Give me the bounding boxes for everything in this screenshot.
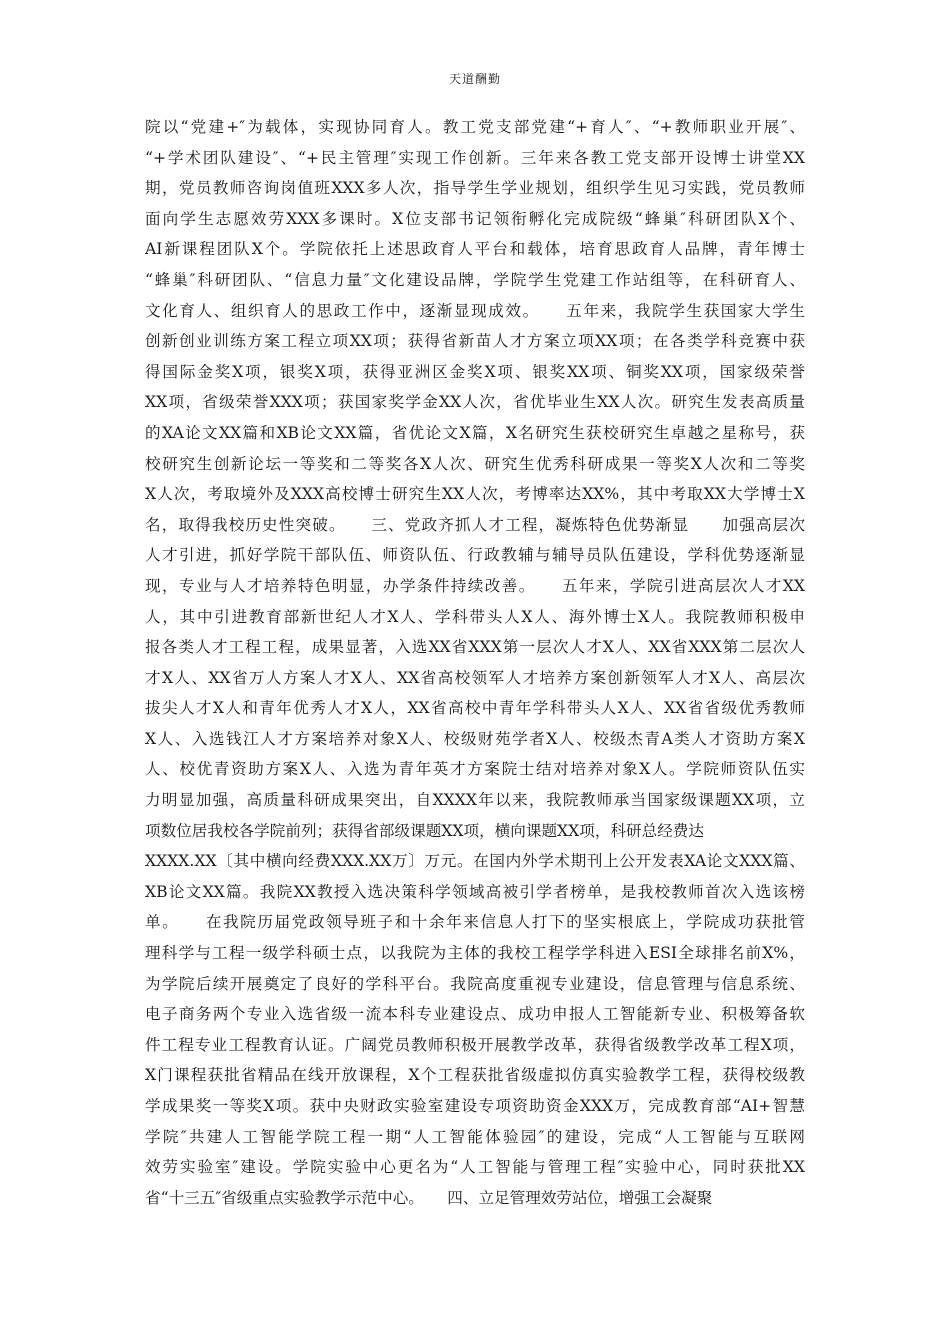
page-header: 天道酬勤 bbox=[448, 72, 501, 86]
body-line: 报各类人才工程工程，成果显著，入选XX省XXX第一层次人才X人、XX省XXX第二层次人 bbox=[145, 638, 805, 657]
body-line: 人、校优青资助方案X人、入选为青年英才方案院士结对培养对象X人。学院师资队伍实 bbox=[145, 760, 805, 779]
body-line: X门课程获批省精品在线开放课程，X个工程获批省级虚拟仿真实验教学工程，获得校级教 bbox=[145, 1066, 805, 1085]
body-line: 面向学生志愿效劳XXX多课时。X位支部书记领衔孵化完成院级“蜂巢″科研团队X个、 bbox=[145, 209, 805, 228]
body-line: 创新创业训练方案工程立项XX项；获得省新苗人才方案立项XX项；在各类学科竞赛中获 bbox=[145, 332, 805, 351]
body-line: 的XA论文XX篇和XB论文XX篇，省优论文X篇，X名研究生获校研究生卓越之星称号，获 bbox=[145, 423, 805, 442]
body-line: 效劳实验室″建设。学院实验中心更名为“人工智能与管理工程″实验中心，同时获批XX bbox=[145, 1158, 805, 1177]
body-line: 项数位居我校各学院前列；获得省部级课题XX项，横向课题XX项，科研总经费达 bbox=[145, 821, 704, 840]
body-line: 院以“党建+″为载体，实现协同育人。教工党支部党建“+育人″、“+教师职业开展″、 bbox=[145, 118, 805, 136]
body-line: 校研究生创新论坛一等奖和二等奖各X人次、研究生优秀科研成果一等奖X人次和二等奖 bbox=[145, 454, 805, 473]
document-body bbox=[145, 112, 805, 1213]
body-line: “+学术团队建设″、“+民主管理″实现工作创新。三年来各教工党支部开设博士讲堂XX bbox=[145, 148, 805, 167]
body-line: AI新课程团队X个。学院依托上述思政育人平台和载体，培育思政育人品牌，青年博士 bbox=[145, 240, 805, 259]
body-line: 理科学与工程一级学科硕士点，以我院为主体的我校工程学学科进入ESI全球排名前X%， bbox=[145, 944, 805, 963]
body-line: 得国际金奖X项，银奖X项，获得亚洲区金奖X项、银奖XX项、铜奖XX项，国家级荣誉 bbox=[145, 362, 805, 381]
body-line: 为学院后续开展奠定了良好的学科平台。我院高度重视专业建设，信息管理与信息系统、 bbox=[145, 974, 805, 993]
body-line: 才X人、XX省万人方案人才X人、XX省高校领军人才培养方案创新领军人才X人、高层次 bbox=[145, 668, 805, 687]
body-line: 单。 在我院历届党政领导班子和十余年来信息人打下的坚实根底上，学院成功获批管 bbox=[145, 913, 805, 932]
body-line: 名，取得我校历史性突破。 三、党政齐抓人才工程，凝炼特色优势渐显 加强高层次 bbox=[145, 515, 805, 534]
body-line: 期，党员教师咨询岗值班XXX多人次，指导学生学业规划，组织学生见习实践，党员教师 bbox=[145, 179, 805, 198]
body-line: X人、入选钱江人才方案培养对象X人、校级财苑学者X人、校级杰青A类人才资助方案X bbox=[145, 729, 805, 748]
body-line: “蜂巢″科研团队、“信息力量″文化建设品牌，学院学生党建工作站组等，在科研育人、 bbox=[145, 270, 805, 289]
body-line: XX项，省级荣誉XXX项；获国家奖学金XX人次，省优毕业生XX人次。研究生发表高质量 bbox=[145, 393, 805, 412]
body-line: XXXX.XX〔其中横向经费XXX.XX万〕万元。在国内外学术期刊上公开发表XA论文XXX篇、 bbox=[145, 852, 805, 871]
body-line: 学成果奖一等奖X项。获中央财政实验室建设专项资助资金XXX万，完成教育部“AI+智慧 bbox=[145, 1097, 805, 1115]
body-line: 学院″共建人工智能学院工程一期“人工智能体验园″的建设，完成“人工智能与互联网 bbox=[145, 1127, 805, 1146]
body-line: 拔尖人才X人和青年优秀人才X人，XX省高校中青年学科带头人X人、XX省省级优秀教师 bbox=[145, 699, 805, 718]
body-line: 人，其中引进教育部新世纪人才X人、学科带头人X人、海外博士X人。我院教师积极申 bbox=[145, 607, 805, 626]
body-line: 省“十三五″省级重点实验教学示范中心。 四、立足管理效劳站位，增强工会凝聚 bbox=[145, 1188, 713, 1207]
body-line: 力明显加强，高质量科研成果突出，自XXXX年以来，我院教师承当国家级课题XX项，立 bbox=[145, 791, 805, 810]
body-line: 电子商务两个专业入选省级一流本科专业建设点、成功申报人工智能新专业、积极筹备软 bbox=[145, 1005, 805, 1024]
body-line: 现，专业与人才培养特色明显，办学条件持续改善。 五年来，学院引进高层次人才XX bbox=[145, 576, 805, 595]
body-line: 文化育人、组织育人的思政工作中，逐渐显现成效。 五年来，我院学生获国家大学生 bbox=[145, 301, 805, 320]
body-line: 人才引进，抓好学院干部队伍、师资队伍、行政教辅与辅导员队伍建设，学科优势逐渐显 bbox=[145, 546, 805, 565]
body-line: XB论文XX篇。我院XX教授入选决策科学领域高被引学者榜单，是我校教师首次入选该榜 bbox=[145, 882, 805, 901]
body-line: X人次，考取境外及XXX高校博士研究生XX人次，考博率达XX%，其中考取XX大学博士X bbox=[145, 485, 805, 504]
body-line: 件工程专业工程教育认证。广阔党员教师积极开展教学改革，获得省级教学改革工程X项， bbox=[145, 1035, 805, 1054]
